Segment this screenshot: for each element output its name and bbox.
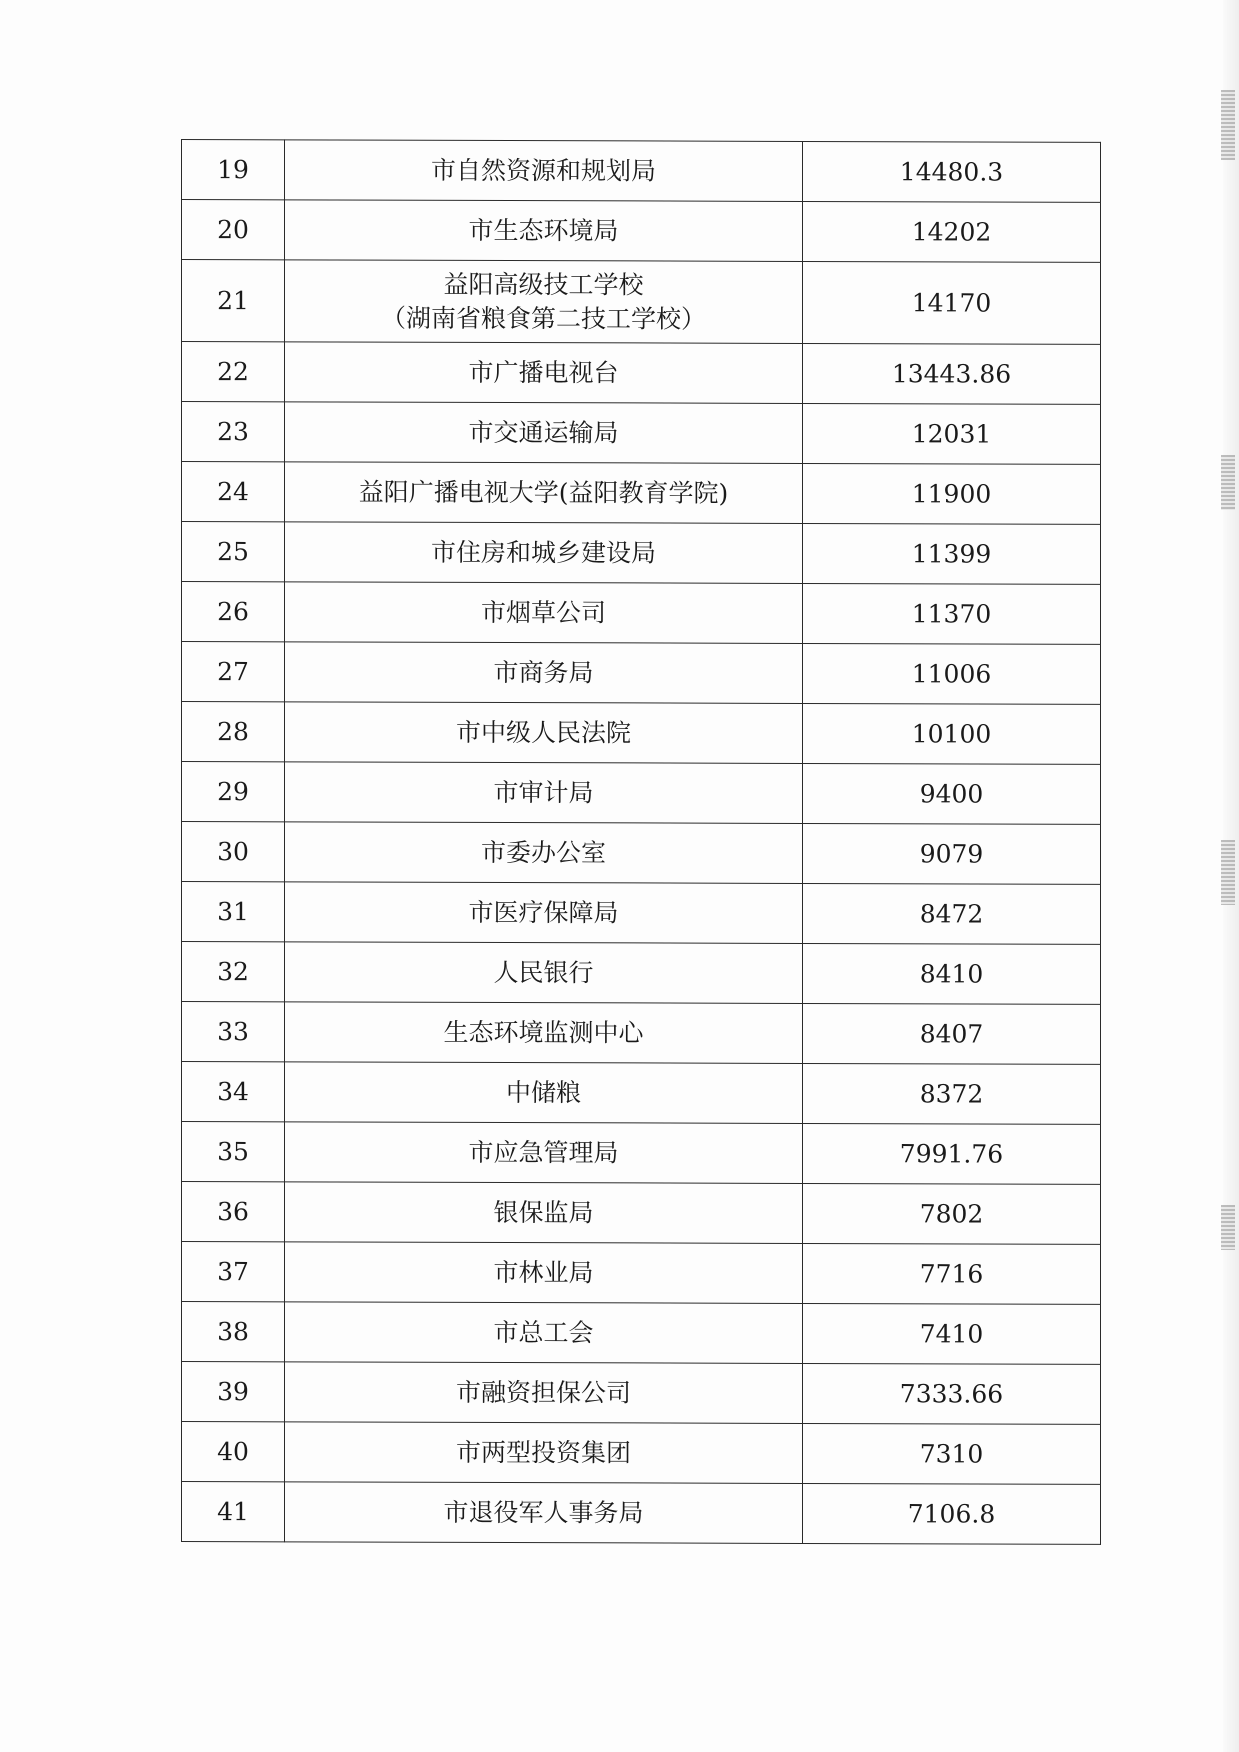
unit-name-cell	[285, 140, 803, 202]
row-index: 21	[182, 260, 285, 342]
amount-value: 7410	[803, 1303, 1101, 1364]
table-row	[182, 1422, 1101, 1485]
row-index: 26	[182, 582, 285, 642]
unit-name-cell	[285, 582, 803, 644]
budget-table-body	[182, 140, 1101, 1545]
amount-value: 14170	[803, 261, 1101, 344]
unit-name: 市广播电视台	[468, 357, 619, 387]
table-row	[182, 462, 1101, 525]
amount-value: 14202	[803, 201, 1101, 262]
unit-name: 市应急管理局	[468, 1137, 619, 1167]
row-index: 35	[182, 1122, 285, 1182]
budget-table	[181, 139, 1101, 1545]
unit-name: 人民银行	[493, 957, 594, 987]
unit-name: （湖南省粮食第二技工学校）	[380, 303, 706, 334]
amount-value: 10100	[803, 703, 1101, 764]
amount-value: 7333.66	[803, 1363, 1101, 1424]
unit-name-cell	[285, 1182, 803, 1244]
table-row	[182, 342, 1101, 405]
unit-name-cell	[285, 882, 803, 944]
row-index: 25	[182, 522, 285, 582]
scan-artifact	[1221, 90, 1235, 160]
table-row	[182, 522, 1101, 585]
row-index: 19	[182, 140, 285, 200]
amount-value: 11006	[803, 643, 1101, 704]
unit-name-cell	[285, 260, 803, 344]
unit-name-cell	[285, 200, 803, 262]
row-index: 39	[182, 1362, 285, 1422]
unit-name-cell	[285, 462, 803, 524]
row-index: 41	[182, 1482, 285, 1542]
unit-name: 益阳广播电视大学(益阳教育学院)	[358, 477, 729, 508]
unit-name-cell	[285, 762, 803, 824]
row-index: 27	[182, 642, 285, 702]
unit-name: 中储粮	[505, 1077, 581, 1107]
row-index: 22	[182, 342, 285, 402]
amount-value: 7716	[803, 1243, 1101, 1304]
unit-name: 市融资担保公司	[455, 1377, 631, 1408]
unit-name-cell	[285, 1362, 803, 1424]
row-index: 40	[182, 1422, 285, 1482]
row-index: 30	[182, 822, 285, 882]
table-row	[182, 882, 1101, 945]
unit-name: 市烟草公司	[480, 597, 606, 627]
amount-value: 8407	[803, 1003, 1101, 1064]
row-index: 29	[182, 762, 285, 822]
unit-name-cell	[285, 1422, 803, 1484]
unit-name-cell	[285, 342, 803, 404]
row-index: 34	[182, 1062, 285, 1122]
amount-value: 7310	[803, 1423, 1101, 1484]
scan-artifact	[1221, 840, 1235, 905]
unit-name-cell	[285, 942, 803, 1004]
amount-value: 8372	[803, 1063, 1101, 1124]
table-row	[182, 642, 1101, 705]
table-row	[182, 762, 1101, 825]
unit-name-cell	[285, 1302, 803, 1364]
row-index: 32	[182, 942, 285, 1002]
table-row	[182, 1242, 1101, 1305]
amount-value: 9079	[803, 823, 1101, 884]
amount-value: 11370	[803, 583, 1101, 644]
unit-name-cell	[285, 702, 803, 764]
amount-value: 13443.86	[803, 343, 1101, 404]
table-row	[182, 140, 1101, 203]
unit-name-cell	[285, 1062, 803, 1124]
table-row	[182, 1482, 1101, 1545]
amount-value: 12031	[803, 403, 1101, 464]
unit-name-cell	[285, 1122, 803, 1184]
table-row	[182, 1362, 1101, 1425]
scan-artifact	[1221, 1205, 1235, 1250]
unit-name-cell	[285, 402, 803, 464]
row-index: 23	[182, 402, 285, 462]
unit-name: 市两型投资集团	[455, 1437, 631, 1468]
unit-name-cell	[285, 1242, 803, 1304]
row-index: 36	[182, 1182, 285, 1242]
amount-value: 7106.8	[803, 1483, 1101, 1544]
table-row	[182, 702, 1101, 765]
unit-name: 市退役军人事务局	[443, 1497, 644, 1528]
table-row	[182, 582, 1101, 645]
table-row	[182, 1122, 1101, 1185]
amount-value: 11399	[803, 523, 1101, 584]
amount-value: 11900	[803, 463, 1101, 524]
unit-name: 益阳高级技工学校	[443, 269, 644, 300]
amount-value: 7991.76	[803, 1123, 1101, 1184]
table-row	[182, 260, 1101, 345]
unit-name-cell	[285, 642, 803, 704]
amount-value: 14480.3	[803, 141, 1101, 202]
amount-value: 8472	[803, 883, 1101, 944]
amount-value: 7802	[803, 1183, 1101, 1244]
table-row	[182, 200, 1101, 263]
table-row	[182, 402, 1101, 465]
table-row	[182, 1062, 1101, 1125]
unit-name: 市交通运输局	[468, 417, 619, 447]
row-index: 31	[182, 882, 285, 942]
row-index: 24	[182, 462, 285, 522]
unit-name-cell	[285, 1482, 803, 1544]
unit-name: 市中级人民法院	[455, 717, 631, 748]
row-index: 28	[182, 702, 285, 762]
row-index: 20	[182, 200, 285, 260]
table-row	[182, 942, 1101, 1005]
unit-name: 市生态环境局	[468, 215, 619, 245]
unit-name: 市林业局	[493, 1257, 594, 1287]
unit-name-cell	[285, 522, 803, 584]
unit-name: 市审计局	[493, 777, 594, 807]
amount-value: 8410	[803, 943, 1101, 1004]
unit-name: 市总工会	[493, 1317, 594, 1347]
unit-name: 市自然资源和规划局	[430, 155, 656, 186]
unit-name-cell	[285, 1002, 803, 1064]
table-row	[182, 1002, 1101, 1065]
amount-value: 9400	[803, 763, 1101, 824]
scan-artifact	[1221, 455, 1235, 510]
table-row	[182, 1302, 1101, 1365]
unit-name: 市商务局	[493, 657, 594, 687]
unit-name: 市委办公室	[480, 837, 606, 867]
row-index: 33	[182, 1002, 285, 1062]
unit-name-cell	[285, 822, 803, 884]
row-index: 38	[182, 1302, 285, 1362]
unit-name: 市住房和城乡建设局	[430, 537, 656, 568]
unit-name: 市医疗保障局	[468, 897, 619, 927]
unit-name: 生态环境监测中心	[443, 1017, 644, 1048]
row-index: 37	[182, 1242, 285, 1302]
table-row	[182, 822, 1101, 885]
table-row	[182, 1182, 1101, 1245]
unit-name: 银保监局	[493, 1197, 594, 1227]
